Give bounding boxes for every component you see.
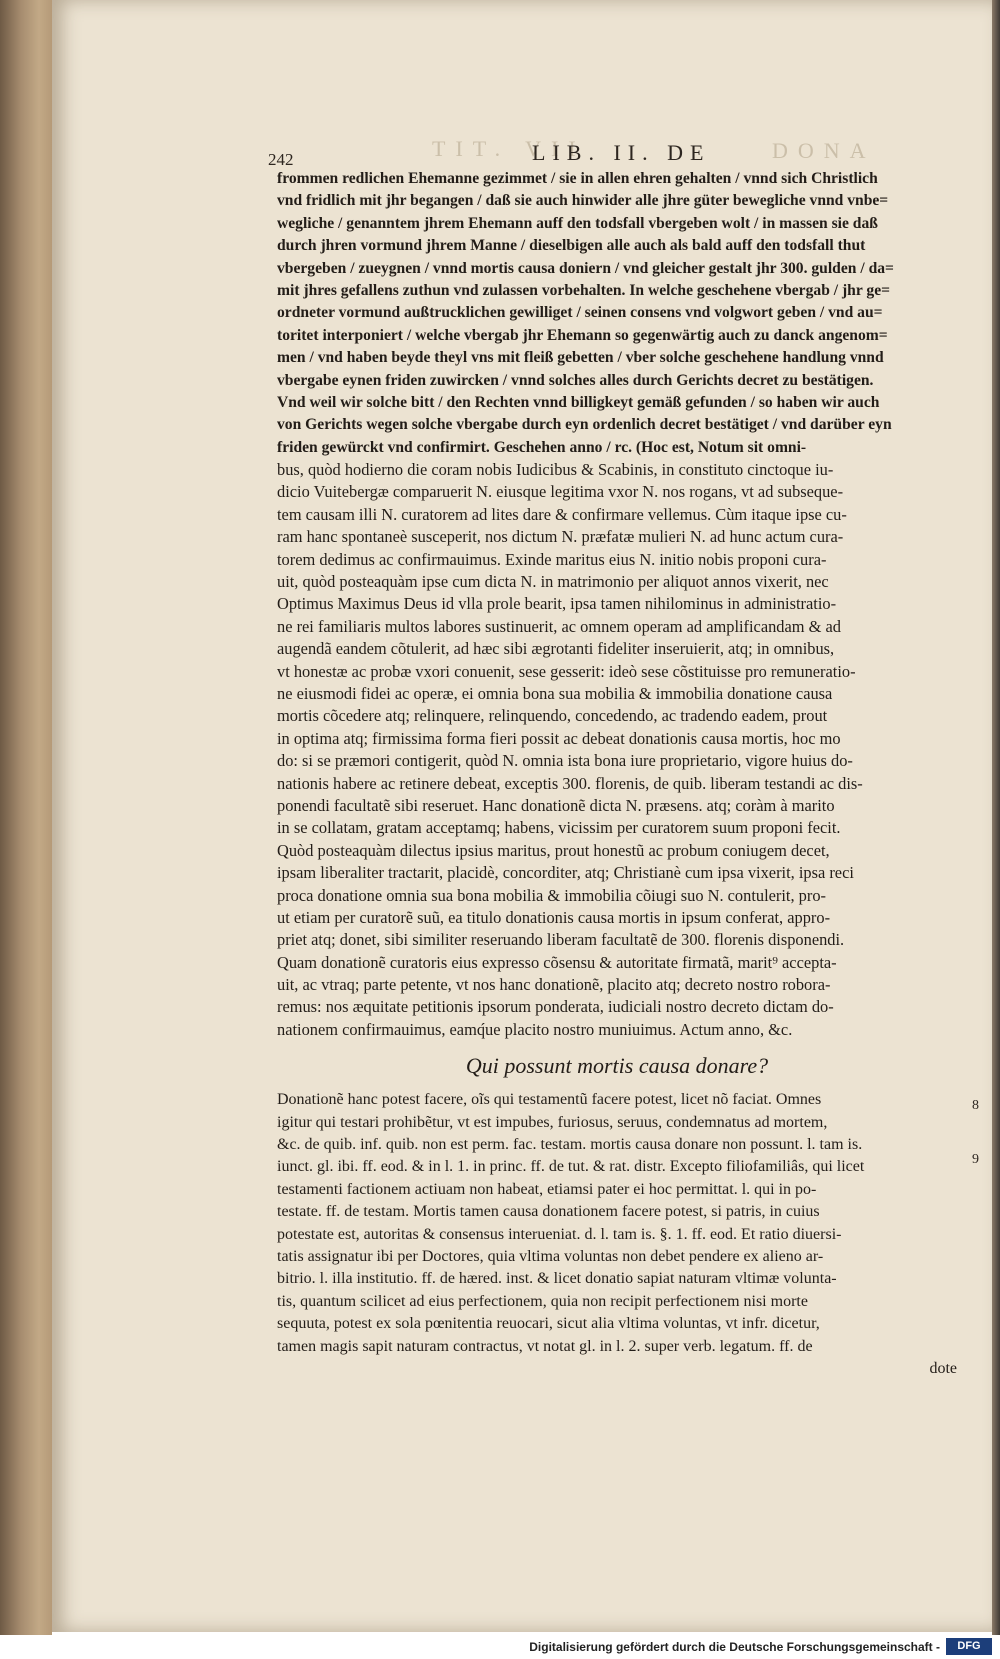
text-line: ut etiam per curatorẽ suũ, ea titulo donationis causa mortis in ipsum conferat, appro- [277,907,831,927]
text-line: Quòd posteaquàm dilectus ipsius maritus, prout honestũ ac probum coniugem decet, [277,840,830,860]
german-decree-paragraph [277,168,957,459]
text-line: tatis assignatur ibi per Doctores, quia vltima voluntas non debet pendere ex alieno ar- [277,1247,824,1265]
text-line: sequuta, potest ex sola pœnitentia reuocari, sicut alia vltima voluntas, vt infr. dicetur, [277,1315,820,1333]
commentary-paragraph [277,1089,957,1380]
text-line: ram hanc spontaneè susceperit, nos dictum N. præfatæ mulieri N. ad hunc actum cura- [277,527,844,547]
text-line: priet atq; donet, sibi similiter reseruando liberam facultatẽ de 300. florenis disponendi. [277,930,845,950]
text-line: ne eiusmodi fidei ac operæ, ei omnia bona sua mobilia & immobilia donatione causa [277,683,833,703]
text-line: in se collatam, gratam acceptamq; habens, vicissim per curatorem suum proponi fecit. [277,818,841,838]
text-line: remus: nos æquitate petitionis ipsorum ponderata, iudiciali nostro decreto dictam do- [277,997,834,1017]
text-line: &c. de quib. inf. quib. non est perm. fac. testam. mortis causa donare non possunt. l. tam is. [277,1136,863,1154]
text-line: torem dedimus ac confirmauimus. Exinde maritus eius N. initio nobis proponi cura- [277,549,827,569]
text-line: ponendi facultatẽ sibi reseruet. Hanc donationẽ dicta N. præsens. atq; coràm à marito [277,795,835,815]
running-head: LIB. II. DE [532,140,711,165]
text-line: igitur qui testari prohibẽtur, vt est impubes, furiosus, seruus, condemnatus ad mortem, [277,1113,828,1131]
text-line: bus, quòd hodierno die coram nobis Iudicibus & Scabinis, in constituto cinctoque iu- [277,460,834,480]
text-line: tem causam illi N. curatorem ad lites dare & confirmare vellemus. Cùm itaque ipse cu- [277,504,847,524]
text-block [277,168,957,1380]
text-line: nationis habere ac retinere debeat, exceptis 300. florenis, de quib. liberam testandi ac dis- [277,773,863,793]
text-line: tamen magis sapit naturam contractus, vt notat gl. in l. 2. super verb. legatum. ff. de [277,1337,813,1355]
text-line: wegliche / genanntem jhrem Ehemann auff den todsfall vbergeben wolt / in massen sie daß [277,214,878,232]
text-line: do: si se præmori contigerit, quòd N. omnia ista bona iure proprietario, vigore huius do- [277,751,853,771]
text-line: ne rei familiaris multos labores sustinuerit, ac omnem operam ad amplificandam & ad [277,616,841,636]
text-line: Vnd weil wir solche bitt / den Rechten vnnd billigkeyt gemäß gefunden / so haben wir auch [277,393,880,411]
text-line: uit, quòd posteaquàm ipse cum dicta N. in matrimonio per aliquot annos vixerit, nec [277,572,829,592]
book-spine-edge [0,0,52,1635]
bleed-through-text-left: TIT. VII [432,136,586,161]
page-number: 242 [268,150,294,169]
digitization-footer [0,1635,1000,1659]
text-line: durch jhren vormund jhrem Manne / dieselbigen alle auch als bald auff den todsfall thut [277,237,866,255]
text-line: iunct. gl. ibi. ff. eod. & in l. 1. in princ. ff. de tut. & rat. distr. Excepto filiofamiliâs, qui licet [277,1158,865,1176]
text-line: in optima atq; firmissima forma fieri possit ac debeat donationis causa mortis, hoc mo [277,728,841,748]
text-line: Quam donationẽ curatoris eius expresso cõsensu & autoritate firmatã, marit⁹ accepta- [277,952,837,972]
text-line: nationem confirmauimus, eamq́ue placito nostro muniuimus. Actum anno, &c. [277,1019,793,1039]
text-line: von Gerichts wegen solche vbergabe durch eyn ordenlich decret bestätiget / vnd darüber eyn [277,416,892,434]
text-line: toritet interponiert / welche vbergab jhr Ehemann so gegenwärtig auch zu danck angenom= [277,326,888,344]
text-line: frommen redlichen Ehemanne gezimmet / sie in allen ehren gehalten / vnnd sich Christlich [277,170,878,187]
text-line: Donationẽ hanc potest facere, oĩs qui testamentũ facere potest, licet nõ faciat. Omnes [277,1091,822,1109]
text-line: mortis cõcedere atq; relinquere, relinquendo, concedendo, ac tradendo eadem, prout [277,706,828,726]
text-line: men / vnd haben beyde theyl vns mit fleiß gebetten / vber solche geschehene handlung vnnd [277,349,884,367]
text-line: vbergeben / zueygnen / vnnd mortis causa doniern / vnd gleicher gestalt jhr 300. gulden / da= [277,259,894,277]
text-line: ipsam liberaliter tractarit, placidè, concorditer, atq; Christianè cum ipsa vixerit, ipsa reci [277,863,854,883]
text-line: testate. ff. de testam. Mortis tamen causa donationem facere potest, si patris, in cuius [277,1203,820,1221]
text-line: potestate est, autoritas & consensus interueniat. d. l. tam is. §. 1. ff. eod. Et ratio diuersi- [277,1225,842,1243]
text-line: mit jhres gefallens zuthun vnd zulassen vorbehalten. In welche geschehene vbergab / jhr ge= [277,281,890,299]
text-line: bitrio. l. illa institutio. ff. de hæred. inst. & licet donatio sapiat naturam vltimæ volunta- [277,1270,837,1288]
text-line: vt honestæ ac probæ vxori conuenit, sese gesserit: ideò sese cõstituisse pro remuneratio- [277,661,856,681]
text-line: testamenti factionem actiuam non habeat, etiamsi pater ei hoc permittat. l. qui in po- [277,1180,817,1198]
text-line: dote [929,1359,957,1377]
bleed-through-text-right: DONA [772,138,876,163]
dfg-logo: DFG [946,1638,992,1655]
text-line: proca donatione omnia sua bona mobilia & immobilia cõiugi suo N. contulerit, pro- [277,885,826,905]
section-heading: Qui possunt mortis causa donare? [465,1053,769,1079]
text-line: dicio Vuitebergæ comparuerit N. eiusque legitima vxor N. nos rogans, vt ad subseque- [277,482,844,502]
text-line: ordneter vormund außtrucklichen gewilliget / seinen consens vnd volgwort geben / vnd au= [277,304,883,322]
text-line: augendã eandem cõtulerit, ad hæc sibi ægrotanti fideliter inseruierit, atq; in omnibus, [277,639,835,659]
text-line: tis, quantum scilicet ad eius perfectionem, quia non recipit perfectionem nisi morte [277,1292,808,1310]
text-line: friden gewürckt vnd confirmirt. Geschehen anno / rc. (Hoc est, Notum sit omni- [277,438,807,456]
margin-note-9: 9 [972,1152,979,1167]
text-line: vnd fridlich mit jhr begangen / daß sie auch hinwider alle jhre güter bewegliche vnnd vnbe= [277,192,889,210]
text-line: vbergabe eynen friden zuwircken / vnnd solches alles durch Gerichts decret zu bestätigen. [277,371,874,389]
margin-note-8: 8 [972,1098,979,1113]
book-page [52,0,992,1632]
page-edge-shadow [992,0,1000,1635]
latin-translation-paragraph [277,459,957,1041]
text-line: Optimus Maximus Deus id vlla prole bearit, ipsa tamen nihilominus in administratio- [277,594,837,614]
text-line: uit, ac vtraq; parte petente, vt nos hanc donationẽ, placito atq; decreto nostro robora- [277,975,831,995]
page-header [52,130,992,169]
funding-credit: Digitalisierung gefördert durch die Deutsche Forschungsgemeinschaft - [529,1640,940,1654]
